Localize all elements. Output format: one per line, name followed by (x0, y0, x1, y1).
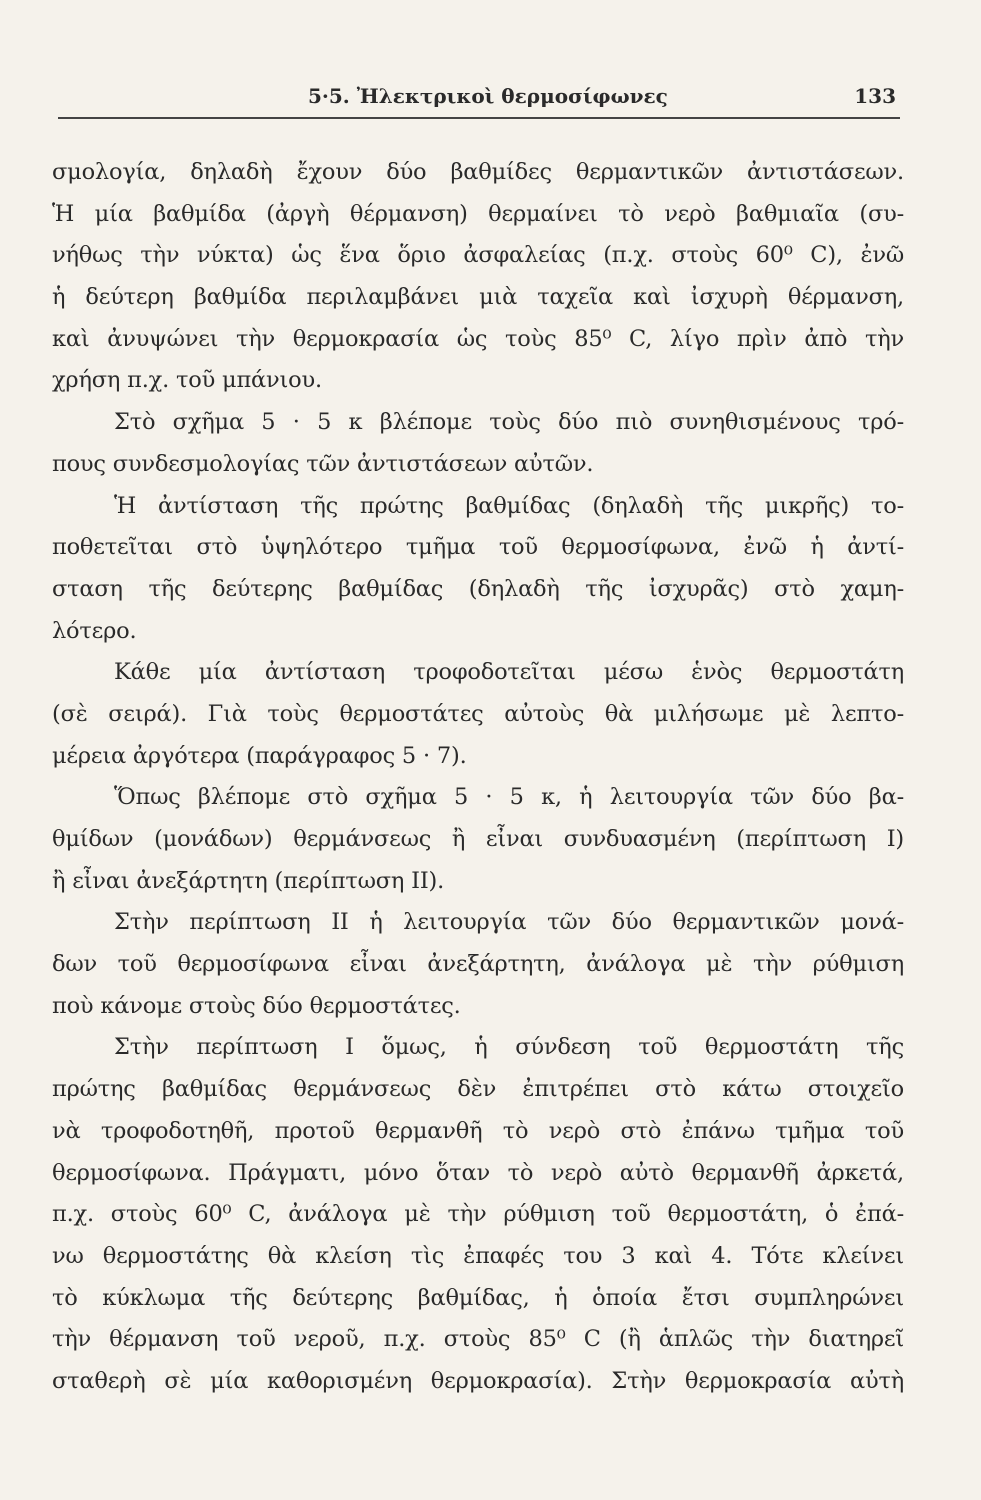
page-number: 133 (854, 84, 896, 108)
text-line: (σὲ σειρά). Γιὰ τοὺς θερμοστάτες αὐτοὺς θὰ μιλήσωμε μὲ λεπτο- (52, 700, 904, 727)
text-line: ποθετεῖται στὸ ὑψηλότερο τμῆμα τοῦ θερμοσίφωνα, ἐνῶ ἡ ἀντί- (52, 534, 904, 561)
section-title: 5·5. Ἠλεκτρικοὶ θερμοσίφωνες (308, 84, 668, 108)
text-line: πρώτης βαθμίδας θερμάνσεως δὲν ἐπιτρέπει στὸ κάτω στοιχεῖο (52, 1076, 904, 1103)
text-line: μέρεια ἀργότερα (παράγραφος 5 · 7). (52, 742, 467, 769)
text-line: Ἡ μία βαθμίδα (ἀργὴ θέρμανση) θερμαίνει τὸ νερὸ βαθμιαῖα (συ- (52, 200, 904, 227)
header-rule (58, 117, 900, 119)
text-line: Στὴν περίπτωση I ὅμως, ἡ σύνδεση τοῦ θερμοστάτη τῆς (114, 1034, 904, 1061)
text-line: σταθερὴ σὲ μία καθορισμένη θερμοκρασία). Στὴν θερμοκρασία αὐτὴ (52, 1367, 904, 1394)
text-line: σμολογία, δηλαδὴ ἔχουν δύο βαθμίδες θερμαντικῶν ἀντιστάσεων. (52, 159, 904, 185)
text-line: καὶ ἀνυψώνει τὴν θερμοκρασία ὡς τοὺς 85⁰ C, λίγο πρὶν ἀπὸ τὴν (52, 325, 904, 352)
text-line: Στὸ σχῆμα 5 · 5 κ βλέπομε τοὺς δύο πιὸ συνηθισμένους τρό- (114, 409, 904, 436)
text-line: ἢ εἶναι ἀνεξάρτητη (περίπτωση II). (52, 867, 445, 894)
text-line: τὸ κύκλωμα τῆς δεύτερης βαθμίδας, ἡ ὁποία ἔτσι συμπληρώνει (52, 1284, 904, 1311)
body-text (52, 152, 904, 1403)
text-line: τὴν θέρμανση τοῦ νεροῦ, π.χ. στοὺς 85⁰ C (ἢ ἁπλῶς τὴν διατηρεῖ (52, 1326, 904, 1353)
text-line: Στὴν περίπτωση II ἡ λειτουργία τῶν δύο θερμαντικῶν μονά- (114, 909, 904, 936)
text-line: λότερο. (52, 617, 137, 644)
text-line: νω θερμοστάτης θὰ κλείση τὶς ἐπαφές του 3 καὶ 4. Τότε κλείνει (52, 1242, 904, 1269)
text-line: θμίδων (μονάδων) θερμάνσεως ἢ εἶναι συνδυασμένη (περίπτωση I) (52, 826, 904, 852)
text-line: νήθως τὴν νύκτα) ὡς ἕνα ὅριο ἀσφαλείας (π.χ. στοὺς 60⁰ C), ἐνῶ (52, 242, 904, 269)
text-line: Ὅπως βλέπομε στὸ σχῆμα 5 · 5 κ, ἡ λειτουργία τῶν δύο βα- (114, 784, 904, 811)
text-line: σταση τῆς δεύτερης βαθμίδας (δηλαδὴ τῆς ἰσχυρᾶς) στὸ χαμη- (52, 575, 904, 602)
text-line: ποὺ κάνομε στοὺς δύο θερμοστάτες. (52, 992, 461, 1019)
text-line: ἡ δεύτερη βαθμίδα περιλαμβάνει μιὰ ταχεῖα καὶ ἰσχυρὴ θέρμανση, (52, 284, 904, 311)
text-line: Ἡ ἀντίσταση τῆς πρώτης βαθμίδας (δηλαδὴ τῆς μικρῆς) το- (114, 492, 904, 519)
text-line: Κάθε μία ἀντίσταση τροφοδοτεῖται μέσω ἑνὸς θερμοστάτη (114, 659, 904, 686)
text-line: π.χ. στοὺς 60⁰ C, ἀνάλογα μὲ τὴν ρύθμιση τοῦ θερμοστάτη, ὁ ἐπά- (52, 1201, 904, 1228)
text-line: πους συνδεσμολογίας τῶν ἀντιστάσεων αὐτῶν. (52, 450, 594, 477)
text-line: νὰ τροφοδοτηθῆ, προτοῦ θερμανθῆ τὸ νερὸ στὸ ἐπάνω τμῆμα τοῦ (52, 1117, 904, 1144)
text-line: θερμοσίφωνα. Πράγματι, μόνο ὅταν τὸ νερὸ αὐτὸ θερμανθῆ ἀρκετά, (52, 1159, 904, 1186)
text-line: δων τοῦ θερμοσίφωνα εἶναι ἀνεξάρτητη, ἀνάλογα μὲ τὴν ρύθμιση (52, 951, 904, 978)
text-line: χρήση π.χ. τοῦ μπάνιου. (52, 367, 322, 394)
